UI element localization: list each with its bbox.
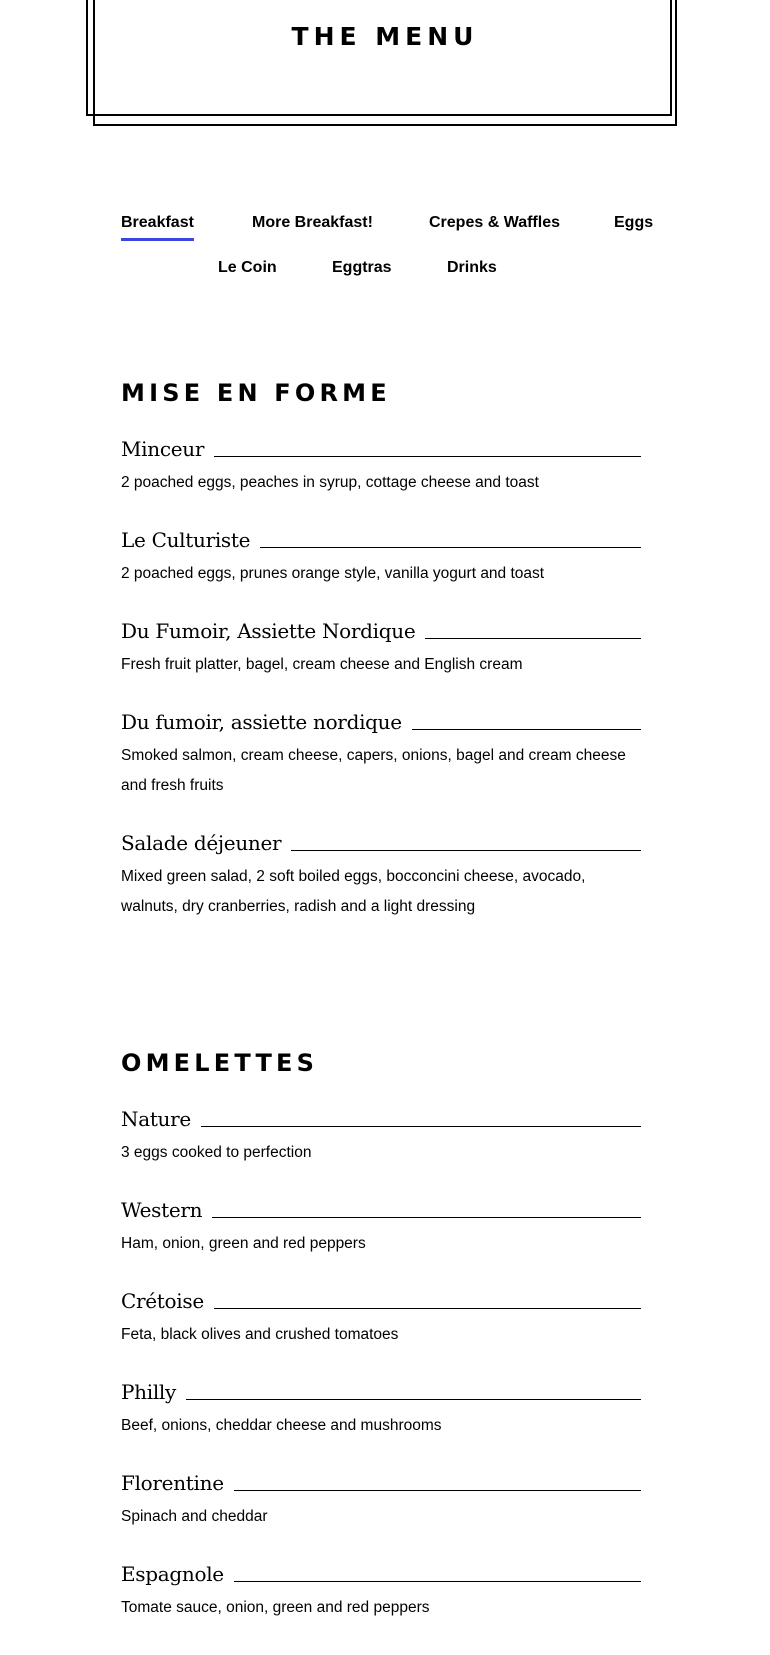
section-heading: OMELETTES bbox=[121, 1049, 319, 1077]
menu-item bbox=[121, 1377, 641, 1441]
item-divider bbox=[201, 1126, 641, 1127]
item-name: Philly bbox=[121, 1380, 177, 1404]
item-name: Florentine bbox=[121, 1471, 224, 1495]
item-name: Du Fumoir, Assiette Nordique bbox=[121, 619, 416, 643]
item-description: Fresh fruit platter, bagel, cream cheese and English cream bbox=[121, 656, 523, 673]
tab-le-coin[interactable]: Le Coin bbox=[218, 259, 277, 276]
item-divider bbox=[214, 1308, 641, 1309]
tab-drinks[interactable]: Drinks bbox=[447, 259, 497, 276]
menu-item bbox=[121, 1195, 641, 1259]
item-name: Du fumoir, assiette nordique bbox=[121, 710, 402, 734]
item-divider bbox=[234, 1490, 641, 1491]
item-divider bbox=[186, 1399, 641, 1400]
tab-eggs[interactable]: Eggs bbox=[614, 214, 654, 231]
item-name: Crétoise bbox=[121, 1289, 204, 1313]
item-divider bbox=[214, 456, 641, 457]
title-frame-inner bbox=[93, 0, 677, 126]
item-description: Tomate sauce, onion, green and red peppers bbox=[121, 1599, 430, 1616]
tab-crepes-waffles[interactable]: Crepes & Waffles bbox=[429, 214, 560, 231]
item-name: Le Culturiste bbox=[121, 528, 251, 552]
item-divider bbox=[412, 729, 641, 730]
menu-item bbox=[121, 1286, 641, 1350]
tab-breakfast[interactable]: Breakfast bbox=[121, 212, 194, 234]
item-divider bbox=[425, 638, 641, 639]
item-name: Nature bbox=[121, 1107, 191, 1131]
menu-item bbox=[121, 434, 641, 498]
menu-item bbox=[121, 1104, 641, 1168]
item-description: Ham, onion, green and red peppers bbox=[121, 1235, 366, 1252]
item-description: Beef, onions, cheddar cheese and mushrooms bbox=[121, 1417, 442, 1434]
item-divider bbox=[234, 1581, 641, 1582]
menu-item bbox=[121, 707, 641, 801]
item-description: Spinach and cheddar bbox=[121, 1508, 268, 1525]
menu-item bbox=[121, 616, 641, 680]
item-description: Smoked salmon, cream cheese, capers, onions, bagel and cream cheese and fresh fruits bbox=[121, 747, 626, 794]
tab-eggtras[interactable]: Eggtras bbox=[332, 259, 392, 276]
item-name: Minceur bbox=[121, 437, 205, 461]
item-description: Feta, black olives and crushed tomatoes bbox=[121, 1326, 399, 1343]
tab-more-breakfast[interactable]: More Breakfast! bbox=[252, 214, 373, 231]
item-divider bbox=[291, 850, 641, 851]
item-name: Espagnole bbox=[121, 1562, 224, 1586]
item-description: 3 eggs cooked to perfection bbox=[121, 1144, 312, 1161]
item-description: 2 poached eggs, prunes orange style, vanilla yogurt and toast bbox=[121, 565, 545, 582]
menu-item bbox=[121, 525, 641, 589]
menu-item bbox=[121, 1559, 641, 1623]
section-heading: MISE EN FORME bbox=[121, 379, 391, 407]
item-divider bbox=[212, 1217, 641, 1218]
page-title: THE MENU bbox=[291, 22, 479, 51]
menu-item bbox=[121, 828, 641, 922]
menu-item bbox=[121, 1468, 641, 1532]
item-divider bbox=[260, 547, 641, 548]
item-name: Salade déjeuner bbox=[121, 831, 282, 855]
item-description: 2 poached eggs, peaches in syrup, cottage cheese and toast bbox=[121, 474, 539, 491]
item-description: Mixed green salad, 2 soft boiled eggs, bocconcini cheese, avocado, walnuts, dry cranberries, radish and a light dressing bbox=[121, 868, 586, 915]
item-name: Western bbox=[121, 1198, 203, 1222]
